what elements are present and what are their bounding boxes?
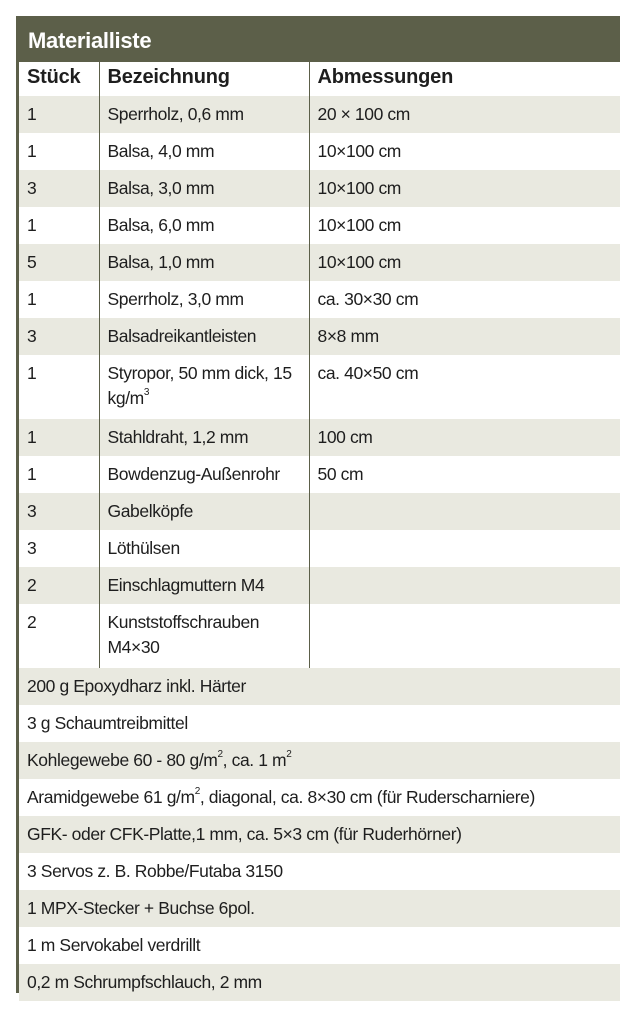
table-row: [19, 170, 620, 207]
name-cell: Sperrholz, 0,6 mm: [99, 96, 309, 133]
table-row: [19, 419, 620, 456]
extra-cell: 3 Servos z. B. Robbe/Futaba 3150: [19, 853, 620, 890]
extra-row: [19, 927, 620, 964]
table-row: [19, 133, 620, 170]
extra-row: [19, 779, 620, 816]
table-row: [19, 281, 620, 318]
qty-cell: 1: [19, 207, 99, 244]
panel-title: Materialliste: [19, 16, 620, 62]
extra-cell: GFK- oder CFK-Platte,1 mm, ca. 5×3 cm (für Ruderhörner): [19, 816, 620, 853]
qty-cell: 5: [19, 244, 99, 281]
table-row: [19, 207, 620, 244]
extra-cell: 1 MPX-Stecker + Buchse 6pol.: [19, 890, 620, 927]
name-cell: Balsa, 1,0 mm: [99, 244, 309, 281]
name-cell: Balsa, 6,0 mm: [99, 207, 309, 244]
dim-cell: 50 cm: [309, 456, 620, 493]
extra-cell: 0,2 m Schrumpfschlauch, 2 mm: [19, 964, 620, 1001]
dim-cell: 20 × 100 cm: [309, 96, 620, 133]
qty-cell: 3: [19, 318, 99, 355]
extra-row: [19, 668, 620, 705]
name-cell: Stahldraht, 1,2 mm: [99, 419, 309, 456]
dim-cell: 100 cm: [309, 419, 620, 456]
material-table: [19, 62, 620, 1001]
dim-cell: [309, 493, 620, 530]
header-stueck: Stück: [19, 62, 99, 96]
dim-cell: ca. 30×30 cm: [309, 281, 620, 318]
qty-cell: 2: [19, 567, 99, 604]
extra-cell: 200 g Epoxydharz inkl. Härter: [19, 668, 620, 705]
dim-cell: 10×100 cm: [309, 207, 620, 244]
dim-cell: ca. 40×50 cm: [309, 355, 620, 419]
name-cell: Styropor, 50 mm dick, 15 $kg/m^3$: [99, 355, 309, 419]
extra-row: [19, 890, 620, 927]
table-row: [19, 456, 620, 493]
name-cell: Balsadreikantleisten: [99, 318, 309, 355]
dim-cell: [309, 530, 620, 567]
qty-cell: 2: [19, 604, 99, 668]
dim-cell: 10×100 cm: [309, 170, 620, 207]
table-row: [19, 355, 620, 419]
extra-cell: Aramidgewebe 61 $g/m^2$, diagonal, ca. 8×30 cm (für Ruderscharniere): [19, 779, 620, 816]
dim-cell: [309, 567, 620, 604]
table-row: [19, 604, 620, 668]
name-cell: Kunststoffschrauben M4×30: [99, 604, 309, 668]
name-cell: Sperrholz, 3,0 mm: [99, 281, 309, 318]
name-cell: Löthülsen: [99, 530, 309, 567]
material-table-body: [19, 96, 620, 1001]
table-row: [19, 530, 620, 567]
extra-row: [19, 853, 620, 890]
name-cell: Einschlagmuttern M4: [99, 567, 309, 604]
dim-cell: 10×100 cm: [309, 133, 620, 170]
table-row: [19, 244, 620, 281]
name-cell: Gabelköpfe: [99, 493, 309, 530]
qty-cell: 1: [19, 133, 99, 170]
extra-row: [19, 816, 620, 853]
extra-cell: Kohlegewebe 60 - 80 $g/m^2$, ca. 1 $m^2$: [19, 742, 620, 779]
table-row: [19, 318, 620, 355]
dim-cell: [309, 604, 620, 668]
name-cell: Balsa, 4,0 mm: [99, 133, 309, 170]
name-cell: Bowdenzug-Außenrohr: [99, 456, 309, 493]
qty-cell: 1: [19, 355, 99, 419]
dim-cell: 10×100 cm: [309, 244, 620, 281]
qty-cell: 1: [19, 281, 99, 318]
name-cell: Balsa, 3,0 mm: [99, 170, 309, 207]
header-bezeichnung: Bezeichnung: [99, 62, 309, 96]
extra-row: [19, 964, 620, 1001]
materialliste-panel: [16, 16, 620, 993]
dim-cell: 8×8 mm: [309, 318, 620, 355]
table-row: [19, 96, 620, 133]
header-abmessungen: Abmessungen: [309, 62, 620, 96]
qty-cell: 1: [19, 96, 99, 133]
extra-cell: 3 g Schaumtreibmittel: [19, 705, 620, 742]
qty-cell: 3: [19, 170, 99, 207]
qty-cell: 3: [19, 530, 99, 567]
extra-row: [19, 742, 620, 779]
header-row: [19, 62, 620, 96]
qty-cell: 3: [19, 493, 99, 530]
extra-row: [19, 705, 620, 742]
extra-cell: 1 m Servokabel verdrillt: [19, 927, 620, 964]
table-row: [19, 567, 620, 604]
qty-cell: 1: [19, 456, 99, 493]
table-row: [19, 493, 620, 530]
qty-cell: 1: [19, 419, 99, 456]
